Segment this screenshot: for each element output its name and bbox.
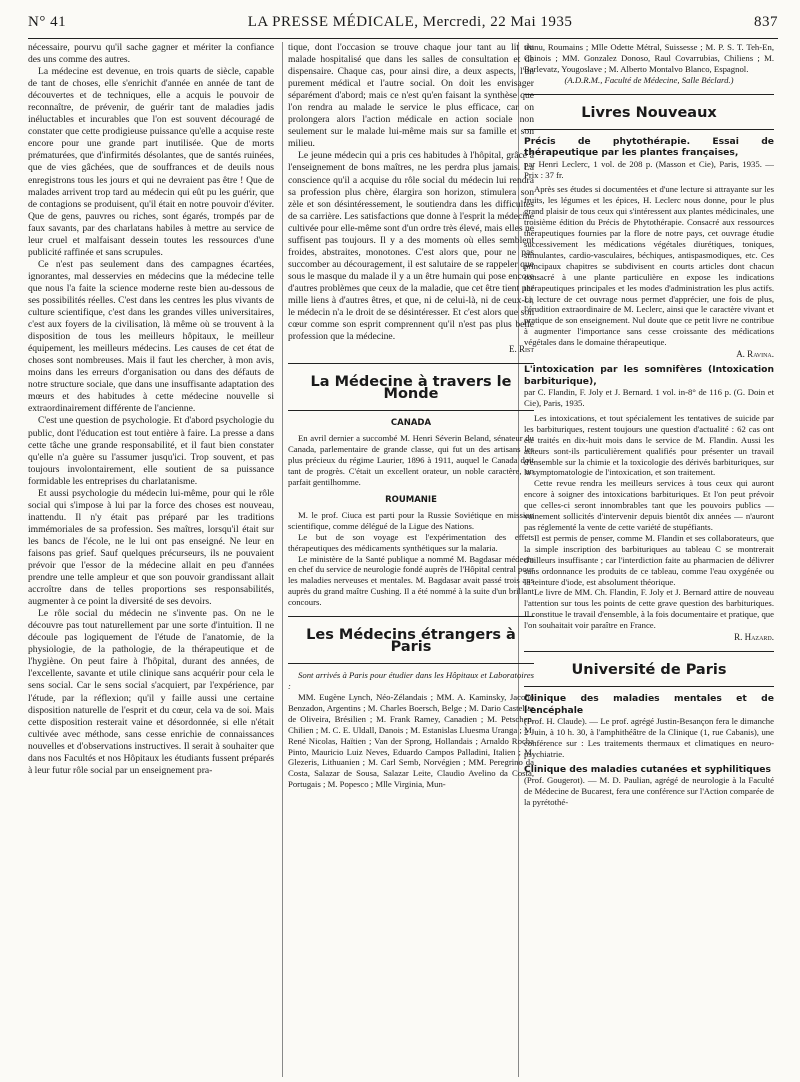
paragraph: Sont arrivés à Paris pour étudier dans les Hôpitaux et Laboratoires : — [288, 670, 534, 692]
column-2 — [288, 42, 534, 1082]
paragraph: Cette revue rendra les meilleurs services à tous ceux qui auront encore à soigner des intoxications barbituriques. Et l'on peut prévoir que celles-ci seront innombrables tant que les pouvoirs publics — vainement sollicités d'intervenir depuis bientôt dix années — n'auront pas réglementé la vente de cette variété de stupéfiants. — [524, 478, 774, 532]
paragraph: MM. Eugène Lynch, Néo-Zélandais ; MM. A. Kaminsky, Jacobo Benzadon, Argentins ; M. Charles Boersch, Belge ; M. Dario Castellar de Oliveira, Brésilien ; M. Frank Ramey, Canadien ; M. Petschen, Chilien ; M. C. E. Uldall, Danois ; M. Estanislas Lluesma Uranga ; M. René Nicolas, Haïtien ; Van der Sprong, Hollandais ; Arnaldo Rocha Pinto, Mauricio Luiz Neves, Eduardo Campos Palladini, Italien ; M. Glezeris, Lithuanien ; M. Carl Semb, Norvégien ; MM. Peregrino da Costa, Salazar de Sousa, Salazar Leite, Claudio Avelino da Costa, Portugais ; M. Popesco ; Mlle Virginia, Mun- — [288, 692, 534, 790]
paragraph: Le livre de MM. Ch. Flandin, F. Joly et J. Bernard attire de nouveau l'attention sur tous les points de cette grave question des barbituriques. Il constitue le travail d'ensemble, à la fois documentaire et pratique, que l'on souhaitait voir paraître en France. — [524, 587, 774, 631]
book-meta: par Henri Leclerc, 1 vol. de 208 p. (Masson et Cie), Paris, 1935. — Prix : 37 fr. — [524, 158, 774, 180]
paragraph: M. le prof. Ciuca est parti pour la Russie Soviétique en mission scientifique, comme délégué de la Ligue des Nations. — [288, 509, 534, 531]
paragraph: En avril dernier a succombé M. Henri Séverin Beland, sénateur du Canada, parlementaire de grande classe, qui fut un des artisans les plus précieux du régime Laurier, 1896 à 1911, auquel le Canada doit tant de progrès. C'était un excellent orateur, un noble caractère, un parfait gentilhomme. — [288, 433, 534, 487]
paragraph: Le jeune médecin qui a pris ces habitudes à l'hôpital, grâce à l'enseignement de bons maîtres, ne les perdra plus jamais. La conscience qu'il a acquise du rôle social du médecin lui rendra sa profession plus chère, élargira son horizon, stimulera son zèle et son désintéressement, le soutiendra dans les difficultés de sa carrière. Les satisfactions que donne à l'esprit la médecine cultivée pour elle-même sont d'un ordre très élevé, mais elles ne suffisent pas toujours. Il y a des moments où elles semblent froides, abstraites, monotones. C'est alors que, pour ne pas succomber au découragement, il est salutaire de se rappeler que sous le masque du malade il y a un être humain qui pose encore d'autres problèmes que ceux de la maladie, que cet être tient par mille liens à d'autres êtres, et que, ni de celui-là, ni de ceux-ci, le médecin n'a le droit de se désintéresser. Et c'est alors que son cœur comme son esprit comprennent qu'il n'est pas plus belle profession que la médecine. — [288, 150, 534, 343]
book-title: L'intoxication par les somnifères (Intoxication barbiturique), — [524, 364, 774, 387]
paragraph: Après ses études si documentées et d'une lecture si attrayante sur les fruits, les légumes et les épices, H. Leclerc nous donne, pour le plus grand plaisir de tous ceux qui s'intéressent aux plantes médicinales, une troisième édition du Précis de Phytothérapie. Consacré aux ressources thérapeutiques fournies par la flore de notre pays, cet ouvrage étudie successivement les médications végétales diurétiques, toniques, stimulantes, cardio-vasculaires, béchiques, antispasmodiques, etc. Ces principaux chapitres se subdivisent en courts articles dont chacun consacré à une plante particulière en expose les indications thérapeutiques principales et les modes d'administration les plus actifs. La lecture de cet ouvrage nous permet d'apprécier, une fois de plus, l'érudition extraordinaire de M. Leclerc, ainsi que le caractère vivant et pratique de son enseignement. Nul doute que ce petit livre ne contribue à augmenter l'importance sans cesse croissante des médications végétales dans le domaine thérapeutique. — [524, 184, 774, 348]
column-3 — [524, 42, 774, 1082]
subhead-roumanie: ROUMANIE — [385, 494, 437, 505]
paragraph: teanu, Roumains ; Mlle Odette Métral, Suissesse ; M. P. S. T. Teh-En, Chinois ; MM. Gonzalez Donoso, Raul Covarrubias, Chiliens ; M. Barlevatz, Yougoslave ; M. Alberto Montalvo Blanco, Espagnol. — [524, 42, 774, 74]
section-title-university: Université de Paris — [524, 652, 774, 687]
page-header — [28, 14, 778, 38]
paragraph: Ce n'est pas seulement dans des campagnes écartées, ignorantes, mal desservies en médecins que la médecine telle que nous l'a faite la science moderne reste bien au-dessous de ses possibilités réelles. C'est dans les centres les plus vivants de culture scientifique, c'est dans les grandes villes universitaires, c'est aux foyers de la civilisation, là même où se trouvent à la disposition de tous les meilleurs hôpitaux, le meilleur équipement, les meilleurs médecins. Les causes de cet état de choses sont nombreuses. Mais il faut les chercher, à mon avis, moins dans les erreurs d'organisation ou dans des défauts de notre structure sociale, que dans une insuffisante adaptation des mœurs et des habitudes à cette médecine nouvelle si extraordinairement différente de l'ancienne. — [28, 258, 274, 415]
column-divider — [282, 42, 283, 1077]
column-1 — [28, 42, 274, 1082]
paragraph: Il est permis de penser, comme M. Flandin et ses collaborateurs, que la simple inscription des barbituriques au tableau C se montrerait d'ailleurs insuffisante ; car l'interdiction faite au pharmacien de délivrer sans ordonnance les produits de ce tableau, comme l'eau oxygénée ou la teinture d'iode, est absolument théorique. — [524, 532, 774, 587]
paragraph: tique, dont l'occasion se trouve chaque jour tant au lit du malade hospitalisé que dans les salles de consultation et de dispensaire. Chaque cas, pour ainsi dire, a deux aspects, l'un purement médical et l'autre social. On doit les envisager séparément d'abord; mais ce n'est qu'en faisant la synthèse que l'on rendra au malade le service le plus efficace, car on prolongera alors l'action médicale en action sociale non seulement sur le malade lui-même mais sur sa famille et son milieu. — [288, 42, 534, 150]
paragraph: Et aussi psychologie du médecin lui-même, pour qui le rôle social qui s'impose à lui par la force des choses est nouveau, inattendu. Il n'y était pas préparé par les traditions immémoriales de sa profession. Ses maîtres, lorsqu'il était sur les bancs de l'école, ne le lui ont pas enseigné. Ne leur en faisons pas grief. Sauf quelques précurseurs, ils ne pouvaient prévoir que l'essor de la médecine allait en peu d'années prendre une telle ampleur et que son pouvoir grandissant allait accroître dans de telles proportions ses responsabilités, augmenter à ce point la diversité de ses devoirs. — [28, 487, 274, 608]
author-signature: E. Rist — [508, 344, 534, 355]
item-title: Clinique des maladies mentales et de l'encéphale — [524, 693, 774, 716]
source-note: (A.D.R.M., Faculté de Médecine, Salle Béclard.) — [564, 74, 734, 85]
reviewer-signature: A. Ravina. — [736, 349, 774, 360]
paragraph: Le but de son voyage est l'expérimentation des effets thérapeutiques des médicaments synthétiques sur la malaria. — [288, 531, 534, 553]
section-title-world: La Médecine à travers le Monde — [288, 364, 534, 411]
paragraph: C'est une question de psychologie. Et d'abord psychologie du public, dont l'éducation est tout entière à faire. La presse a dans cette tâche une grande responsabilité, et il faut bien constater qu'elle n'a guère su l'assumer jusqu'ici. Trop souvent, et pas toujours involontairement, elle soutient de sa puissance formidable les entreprises du charlatanisme. — [28, 415, 274, 487]
header-rule — [28, 38, 778, 39]
paragraph: La médecine est devenue, en trois quarts de siècle, capable de tant de choses, elle s'enrichit d'année en année de tant de découvertes et de techniques, elle a acquis le pouvoir de reconnaître, de prévenir, de guérir tant de maladies jadis inéluctables et incurables que l'on est souvent découragé de constater que cette prodigieuse puissance qu'elle a acquise reste encore pour une grande part inutilisée. Que de morts prématurées, que d'infirmités désolantes, que de santés ruinées, que de vies gâchées, que de souffrances et de deuils nous enregistrons tous les jours et qui ne devraient pas être ! Que de malades arrivent trop tard au médecin qui eût pu les guérir, que de contagions se produisent, qu'il était en notre pouvoir d'éviter. Que de gens, pauvres ou riches, sont égarés, trompés par de faux savants, par des charlatans habiles à mettre au service de leur cruel et malfaisant dessein toutes les ressources d'une publicité raffinée et sans scrupules. — [28, 66, 274, 258]
section-title-books: Livres Nouveaux — [524, 95, 774, 130]
paragraph: Les intoxications, et tout spécialement les tentatives de suicide par les barbituriques, restent toujours une question d'actualité : 62 cas ont été traités en dix-huit mois dans le service de M. Flandin. Aussi les auteurs sont-ils particulièrement qualifiés pour présenter un travail d'ensemble sur la chimie et la toxicologie des dérivés barbituriques, sur la symptomatologie de l'intoxication, et son traitement. — [524, 412, 774, 478]
book-meta: par C. Flandin, F. Joly et J. Bernard. 1 vol. in-8° de 116 p. (G. Doin et Cie), Paris, 1935. — [524, 387, 774, 409]
paragraph: Le rôle social du médecin ne s'invente pas. On ne le découvre pas tout naturellement par une sorte d'intuition. Il ne découle pas logiquement de l'étude de l'anatomie, de la physiologie, de la pathologie, de la thérapeutique et de l'hygiène. On peut faire à l'hôpital, durant des années, de l'excellente, savante et utile clinique sans acquérir pour cela le sens social. Car le sens social s'acquiert, par l'expérience, par l'étude, par la réflexion; qu'il y faille aussi une certaine disposition naturelle de l'esprit et du cœur, cela va de soi. Mais cette disposition resterait vaine et désordonnée, si elle n'était cultivée avec méthode, sans cesse enrichie de connaissances nouvelles et d'observations instructives. Il serait à souhaiter que dans nos Facultés et nos Hôpitaux les étudiants fussent préparés à leur futur rôle social par un enseignement pra- — [28, 608, 274, 776]
section-title-foreign: Les Médecins étrangers à Paris — [288, 617, 534, 664]
paragraph: (Prof. H. Claude). — Le prof. agrégé Justin-Besançon fera le dimanche 2 Juin, à 10 h. 30, à l'amphithéâtre de la Clinique (1, rue Cabanis), une conférence sur : Les traitements thermaux et climatiques en neuro-psychiatrie. — [524, 716, 774, 759]
reviewer-signature: R. Hazard. — [734, 632, 774, 643]
paragraph: nécessaire, pourvu qu'il sache gagner et mériter la confiance des uns comme des autres. — [28, 42, 274, 66]
journal-title: LA PRESSE MÉDICALE, Mercredi, 22 Mai 1935 — [247, 14, 573, 30]
book-title: Précis de phytothérapie. Essai de thérapeutique par les plantes françaises, — [524, 135, 774, 159]
paragraph: Le ministère de la Santé publique a nommé M. Bagdasar médecin en chef du service de neurologie fondé auprès de l'Hôpital central pour les maladies nerveuses et mentales. M. Bagdasar avait passé trois ans auprès du grand maître Cushing. Il a été nommé à la suite d'un brillant concours. — [288, 553, 534, 608]
issue-number: N° 41 — [28, 14, 67, 30]
subhead-canada: CANADA — [390, 418, 432, 429]
paragraph: (Prof. Gougerot). — M. D. Paulian, agrégé de neurologie à la Faculté de Médecine de Bucarest, fera une conférence sur l'Action comparée de la pyrétothé- — [524, 775, 774, 808]
page-number: 837 — [754, 14, 778, 30]
item-title: Clinique des maladies cutanées et syphilitiques — [524, 763, 771, 775]
issue-date: Mercredi, 22 Mai 1935 — [422, 14, 573, 30]
